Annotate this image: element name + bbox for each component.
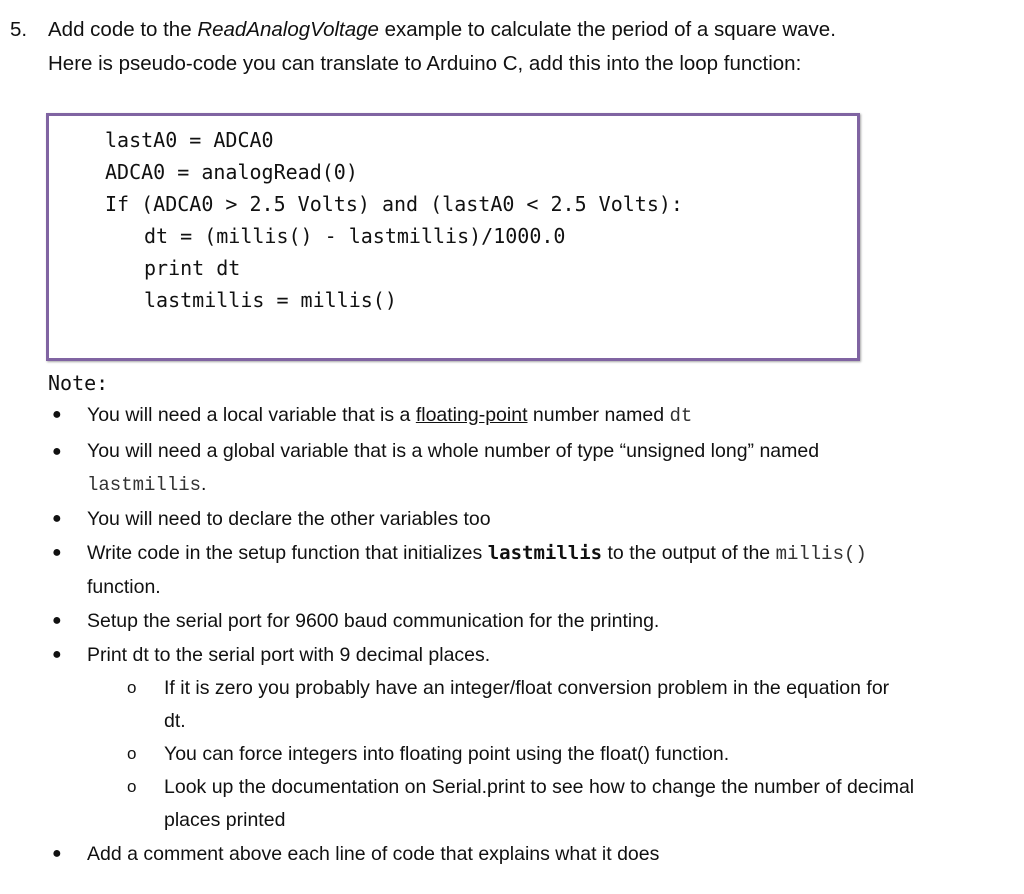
note-item-print-dt: Print dt to the serial port with 9 decimal places. xyxy=(87,644,491,666)
code-line-6: lastmillis = millis() xyxy=(144,288,397,312)
bullet-dot: ● xyxy=(52,510,62,527)
sub-bullet-circle: o xyxy=(127,777,137,796)
example-name: ReadAnalogVoltage xyxy=(197,18,379,41)
note-text: . xyxy=(201,473,207,495)
note-item-serial-port: Setup the serial port for 9600 baud communication for the printing. xyxy=(87,610,660,632)
note-item-global-variable-cont xyxy=(87,473,206,496)
question-number: 5. xyxy=(10,18,28,41)
question-line-1 xyxy=(48,18,836,42)
sub-item-serial-print-docs: Look up the documentation on Serial.print to see how to change the number of decimal xyxy=(164,776,915,798)
sub-item-serial-print-docs-cont: places printed xyxy=(164,809,286,831)
question-line-2: Here is pseudo-code you can translate to Arduino C, add this into the loop function: xyxy=(48,52,802,75)
code-lastmillis: lastmillis xyxy=(87,474,202,496)
question-text-post: example to calculate the period of a square wave. xyxy=(378,18,836,41)
sub-bullet-circle: o xyxy=(127,678,137,697)
note-item-local-variable xyxy=(87,404,692,427)
note-item-add-comments: Add a comment above each line of code that explains what it does xyxy=(87,843,660,865)
bullet-dot: ● xyxy=(52,845,62,862)
bullet-dot: ● xyxy=(52,646,62,663)
code-line-5: print dt xyxy=(144,256,241,280)
sub-bullet-circle: o xyxy=(127,744,137,763)
code-millis: millis() xyxy=(775,543,867,565)
note-text: Write code in the setup function that initializes xyxy=(87,542,488,564)
floating-point-link[interactable]: floating-point xyxy=(415,404,528,426)
question-text-pre: Add code to the xyxy=(48,18,198,41)
bullet-dot: ● xyxy=(52,406,62,423)
bullet-dot: ● xyxy=(52,612,62,629)
sub-item-zero-result-cont: dt. xyxy=(164,710,186,732)
sub-item-float-function: You can force integers into floating point using the float() function. xyxy=(164,743,730,765)
code-lastmillis-bold: lastmillis xyxy=(487,542,603,564)
code-dt: dt xyxy=(669,405,693,427)
note-text: number named xyxy=(527,404,670,426)
code-line-3: If (ADCA0 > 2.5 Volts) and (lastA0 < 2.5 Volts): xyxy=(105,192,683,216)
code-line-1: lastA0 = ADCA0 xyxy=(105,128,274,152)
code-line-4: dt = (millis() - lastmillis)/1000.0 xyxy=(144,224,566,248)
bullet-dot: ● xyxy=(52,544,62,561)
note-item-setup-function xyxy=(87,542,867,565)
note-text: to the output of the xyxy=(602,542,776,564)
sub-item-zero-result: If it is zero you probably have an integer/float conversion problem in the equation for xyxy=(164,677,890,699)
code-line-2: ADCA0 = analogRead(0) xyxy=(105,160,358,184)
pseudo-code-box xyxy=(46,113,860,361)
note-label: Note: xyxy=(48,371,109,395)
note-item-setup-function-cont: function. xyxy=(87,576,161,598)
note-item-declare-variables: You will need to declare the other variables too xyxy=(87,508,491,530)
note-item-global-variable: You will need a global variable that is a whole number of type “unsigned long” named xyxy=(87,440,820,462)
bullet-dot: ● xyxy=(52,443,62,460)
note-text: You will need a local variable that is a xyxy=(87,404,416,426)
